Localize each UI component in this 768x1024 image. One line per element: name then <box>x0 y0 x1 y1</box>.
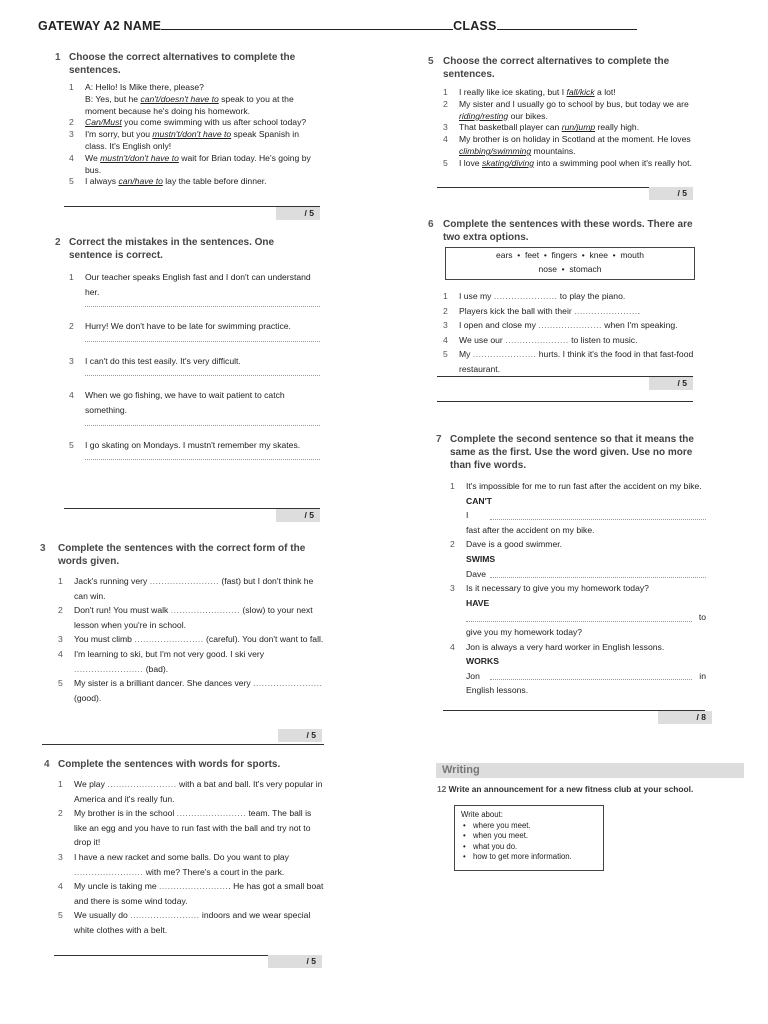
item-text: wait for Brian today. He's going by bus. <box>85 152 311 175</box>
item-number: 4 <box>450 641 455 652</box>
item-text: a lot! <box>594 87 616 97</box>
item-text: I'm learning to ski, but I'm not very good. I ski very <box>74 648 265 659</box>
item-text: Hurry! We don't have to be late for swimming practice. <box>85 321 291 332</box>
item-text: speak to you at the moment because he's doing his homework. <box>85 93 294 116</box>
item-number: 4 <box>69 390 74 401</box>
exercise-2-items <box>55 270 320 460</box>
class-blank[interactable] <box>497 17 637 30</box>
exercise-item <box>450 581 706 639</box>
exercise-item <box>69 438 320 453</box>
item-text: I can't do this test easily. It's very difficult. <box>85 355 241 366</box>
item-number: 5 <box>443 349 448 360</box>
answer-blank[interactable]: ........................ <box>74 866 144 877</box>
item-text: Jon is always a very hard worker in English lessons. <box>466 641 665 652</box>
item-text: My sister and I usually go to school by bus, but today we are <box>459 98 689 109</box>
item-text: really high. <box>595 122 640 133</box>
item-text: We usually do <box>74 910 131 921</box>
item-text: It's impossible for me to run fast after the accident on my bike. <box>466 481 702 491</box>
writing-task <box>437 784 747 794</box>
item-number: 1 <box>58 779 63 789</box>
answer-line[interactable] <box>85 340 320 342</box>
exercise-item <box>69 94 320 118</box>
item-text: speak Spanish in class. It's English only! <box>85 129 299 151</box>
item-number: 1 <box>443 87 448 97</box>
item-text: You must climb <box>74 634 135 645</box>
exercise-item <box>58 908 324 937</box>
item-text: We use our <box>459 334 506 345</box>
exercise-1 <box>55 51 320 188</box>
answer-choice[interactable]: climbing/swimming <box>459 145 532 156</box>
exercise-3 <box>40 542 325 705</box>
item-text: mountains. <box>531 145 576 156</box>
item-text: indoors and we wear special white clothes with a belt. <box>74 910 311 935</box>
item-text: (slow) to your next lesson when you're in school. <box>74 605 313 630</box>
item-number: 2 <box>443 305 448 316</box>
item-number: 5 <box>58 910 63 921</box>
header-class-label: CLASS <box>453 19 497 33</box>
answer-blank[interactable]: ........................ <box>149 576 219 586</box>
item-text: with me? There's a court in the park. <box>143 866 285 877</box>
exercise-1-items <box>55 82 320 188</box>
answer-line[interactable] <box>466 567 706 582</box>
item-text: . <box>637 305 641 316</box>
exercise-item <box>69 319 320 334</box>
line-end-text: to <box>698 612 706 623</box>
exercise-item <box>443 289 703 304</box>
item-number: 3 <box>69 129 74 140</box>
score-box: / 5 <box>276 207 320 220</box>
exercise-item <box>58 574 325 603</box>
item-text: I open and close my <box>459 320 539 331</box>
answer-blank[interactable]: ...................... <box>505 334 569 345</box>
exercise-item <box>58 647 325 676</box>
exercise-item <box>69 388 320 417</box>
item-number: 2 <box>443 98 448 109</box>
answer-choice[interactable]: fall/kick <box>566 87 595 97</box>
answer-choice[interactable]: mustn't/don't have to <box>100 152 179 163</box>
item-number: 4 <box>443 334 448 345</box>
exercise-item <box>450 537 706 581</box>
answer-line[interactable] <box>85 458 320 460</box>
answer-choice[interactable]: can/have to <box>118 176 163 187</box>
exercise-title: 4 Complete the sentences with words for sports. <box>44 759 281 770</box>
answer-blank[interactable] <box>490 679 692 680</box>
item-text: into a swimming pool when it's really hot. <box>534 157 692 168</box>
given-word: SWIMS <box>466 553 496 564</box>
answer-choice[interactable]: skating/diving <box>481 157 535 168</box>
answer-line[interactable] <box>466 508 706 523</box>
exercise-5 <box>428 55 698 170</box>
exercise-item <box>58 603 325 632</box>
exercise-title: 5 Choose the correct alternatives to complete the sentences. <box>428 56 670 80</box>
item-number: 1 <box>443 291 448 301</box>
line-start-text: Dave <box>466 568 487 579</box>
exercise-item <box>58 806 324 850</box>
answer-blank[interactable] <box>466 621 692 622</box>
write-about-bullet: • where you meet. <box>473 821 597 832</box>
line-start-text: Jon <box>466 670 480 681</box>
answer-choice[interactable]: Can/Must <box>85 117 122 128</box>
item-text: My sister is a brilliant dancer. She dances very <box>74 678 254 689</box>
exercise-6-body <box>443 289 703 377</box>
item-text: English lessons. <box>466 685 529 696</box>
exercise-item <box>443 333 703 348</box>
item-text: when I'm speaking. <box>601 320 678 331</box>
item-number: 1 <box>69 82 74 92</box>
item-text: I always <box>85 176 119 187</box>
exercise-item <box>443 99 698 123</box>
answer-choice[interactable]: mustn't/don't have to <box>152 129 232 140</box>
exercise-item <box>58 879 324 908</box>
answer-choice[interactable]: riding/resting <box>459 110 509 121</box>
item-number: 5 <box>69 439 74 450</box>
answer-blank[interactable]: ...................... <box>574 305 638 316</box>
answer-blank[interactable]: ...................... <box>493 291 558 301</box>
item-text: lay the table before dinner. <box>162 176 267 187</box>
item-number: 3 <box>58 851 63 862</box>
answer-blank[interactable]: ........................ <box>170 605 241 616</box>
item-text: hurts. I think it's the food in that fast-food restaurant. <box>459 349 694 374</box>
item-text: team. The ball is like an egg and you have to run fast with the ball and try not to drop it! <box>74 808 312 848</box>
exercise-5-items <box>428 87 698 170</box>
exercise-item <box>58 777 324 806</box>
item-text: When we go fishing, we have to wait patient to catch something. <box>85 390 285 415</box>
item-text: We <box>85 152 101 163</box>
line-start-text: I <box>466 510 469 521</box>
score-box: / 8 <box>658 711 712 724</box>
exercise-6 <box>428 218 703 244</box>
item-number: 4 <box>443 134 448 145</box>
item-text: Don't run! You must walk <box>74 605 171 616</box>
exercise-item <box>443 304 703 319</box>
exercise-item <box>69 354 320 369</box>
item-text: I use my <box>459 291 494 301</box>
item-text: I'm sorry, but you <box>85 129 153 140</box>
exercise-7-items <box>436 479 706 698</box>
exercise-title: 1 Choose the correct alternatives to complete the sentences. <box>55 52 296 76</box>
answer-line[interactable] <box>466 610 706 625</box>
answer-blank[interactable]: ........................ <box>130 910 200 921</box>
exercise-item <box>69 270 320 299</box>
write-about-bullet: • how to get more information. <box>473 852 597 863</box>
answer-blank[interactable] <box>490 519 706 520</box>
item-text: That basketball player can <box>459 122 562 133</box>
item-text: you come swimming with us after school today? <box>121 117 307 128</box>
exercise-item <box>58 676 325 705</box>
answer-blank[interactable]: ........................ <box>176 808 247 819</box>
item-text: Is it necessary to give you my homework today? <box>466 583 649 594</box>
answer-choice[interactable]: can't/doesn't have to <box>140 93 219 104</box>
item-number: 3 <box>443 122 448 133</box>
given-word: HAVE <box>466 597 490 608</box>
item-text: My brother is in the school <box>74 808 177 819</box>
answer-blank[interactable]: ........................ <box>74 663 144 674</box>
item-text: Jack's running very <box>74 576 150 586</box>
exercise-item <box>450 640 706 698</box>
exercise-item <box>69 153 320 177</box>
score-box: / 5 <box>649 187 693 200</box>
item-text: (careful). You don't want to fall. <box>203 634 324 645</box>
answer-choice[interactable]: run/jump <box>561 122 596 133</box>
answer-blank[interactable]: ........................ <box>253 678 323 689</box>
divider <box>42 744 324 745</box>
exercise-title: 6 Complete the sentences with these words. There are two extra options. <box>428 219 693 243</box>
exercise-2 <box>55 236 320 472</box>
answer-blank[interactable] <box>490 577 706 578</box>
exercise-item <box>443 158 698 170</box>
line-end-text: in <box>699 670 706 681</box>
write-about-title: Write about: <box>461 810 503 819</box>
item-number: 2 <box>58 808 63 819</box>
item-text: (good). <box>74 692 102 703</box>
item-number: 4 <box>58 648 63 659</box>
worksheet-header <box>38 17 637 33</box>
item-text: (fast) but I don't think he can win. <box>74 576 314 601</box>
item-text: with a bat and ball. It's very popular in America and it's really fun. <box>74 779 323 804</box>
score-box: / 5 <box>276 509 320 522</box>
name-blank[interactable] <box>161 17 453 30</box>
answer-line[interactable] <box>85 374 320 376</box>
item-number: 3 <box>69 355 74 366</box>
exercise-item <box>443 122 698 134</box>
writing-task-text: Write an announcement for a new fitness club at your school. <box>448 784 694 794</box>
answer-blank[interactable]: ...................... <box>472 349 537 360</box>
item-number: 4 <box>58 881 63 892</box>
answer-blank[interactable]: ........................ <box>159 881 229 892</box>
item-text: My brother is on holiday in Scotland at the moment. He loves <box>459 134 691 145</box>
exercise-title: 3 Complete the sentences with the correct form of the words given. <box>40 543 306 567</box>
exercise-item <box>69 176 320 188</box>
item-text: My uncle is taking me <box>74 881 160 892</box>
exercise-title: 2 Correct the mistakes in the sentences. One sentence is correct. <box>55 237 275 261</box>
item-text: I love <box>459 157 482 168</box>
item-text: to play the piano. <box>557 291 626 301</box>
item-text: to listen to music. <box>568 334 638 345</box>
answer-line[interactable] <box>85 424 320 426</box>
item-number: 1 <box>450 481 455 491</box>
item-number: 2 <box>450 539 455 550</box>
exercise-item <box>69 129 320 153</box>
exercise-item <box>443 318 703 333</box>
item-text: our bikes. <box>508 110 548 121</box>
word-bank: ears • feet • fingers • knee • mouth nose • stomach <box>445 247 695 280</box>
exercise-item <box>69 117 320 129</box>
exercise-6-items <box>443 289 703 377</box>
write-about-bullet: • what you do. <box>473 842 597 853</box>
item-number: 2 <box>69 117 74 128</box>
item-text: . He has got a small boat and there is some wind today. <box>74 881 324 906</box>
score-box: / 5 <box>278 729 322 742</box>
score-box: / 5 <box>268 955 322 968</box>
exercise-4-items <box>44 777 324 938</box>
exercise-7 <box>436 433 706 698</box>
exercise-item <box>443 134 698 158</box>
answer-line[interactable] <box>466 669 706 684</box>
item-number: 5 <box>69 176 74 187</box>
exercise-3-items <box>40 574 325 705</box>
answer-blank[interactable]: ........................ <box>107 779 177 789</box>
item-text: Players kick the ball with their <box>459 305 575 316</box>
answer-blank[interactable]: ...................... <box>538 320 602 331</box>
exercise-item <box>443 87 698 99</box>
item-number: 3 <box>58 634 63 645</box>
item-number: 2 <box>69 321 74 332</box>
writing-task-number: 12 <box>437 784 447 794</box>
item-number: 5 <box>58 678 63 689</box>
item-text: I go skating on Mondays. I mustn't remember my skates. <box>85 439 301 450</box>
item-text: A: Hello! Is Mike there, please? <box>85 82 204 92</box>
writing-header: Writing <box>436 763 744 778</box>
exercise-item <box>443 347 703 376</box>
answer-blank[interactable]: ........................ <box>134 634 204 645</box>
divider <box>437 401 693 402</box>
answer-line[interactable] <box>85 305 320 307</box>
header-name-label: GATEWAY A2 NAME <box>38 19 162 33</box>
exercise-item <box>450 479 706 537</box>
given-word: CAN'T <box>466 495 492 506</box>
write-about-list <box>461 821 597 863</box>
exercise-item <box>58 850 324 879</box>
item-number: 1 <box>58 576 63 586</box>
write-about-box <box>454 805 604 871</box>
exercise-title: 7 Complete the second sentence so that it means the same as the first. Use the word given. Use no more than five words. <box>436 434 694 471</box>
item-text: give you my homework today? <box>466 626 583 637</box>
write-about-bullet: • when you meet. <box>473 831 597 842</box>
given-word: WORKS <box>466 656 499 667</box>
score-box: / 5 <box>649 377 693 390</box>
item-number: 3 <box>443 320 448 331</box>
exercise-item <box>69 82 320 94</box>
item-text: Dave is a good swimmer. <box>466 539 562 550</box>
item-text: We play <box>74 779 108 789</box>
item-number: 1 <box>69 272 74 282</box>
item-text: B: Yes, but he <box>85 93 141 104</box>
item-text: (bad). <box>143 663 169 674</box>
exercise-4 <box>44 758 324 938</box>
item-text: My <box>459 349 473 360</box>
exercise-item <box>58 632 325 647</box>
item-text: fast after the accident on my bike. <box>466 524 595 535</box>
item-number: 5 <box>443 157 448 168</box>
item-text: Our teacher speaks English fast and I don't can understand her. <box>85 272 311 297</box>
item-number: 2 <box>58 605 63 616</box>
item-text: I really like ice skating, but I <box>459 87 567 97</box>
item-text: I have a new racket and some balls. Do you want to play <box>74 851 289 862</box>
item-number: 3 <box>450 583 455 594</box>
item-number: 4 <box>69 152 74 163</box>
